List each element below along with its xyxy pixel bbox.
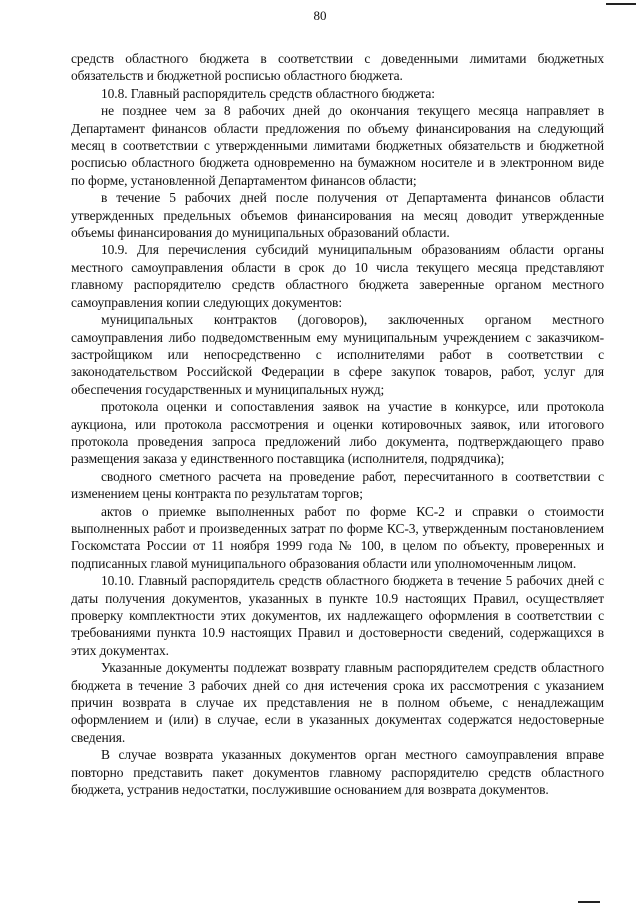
paragraph: актов о приемке выполненных работ по форме КС-2 и справки о стоимости выполненных работ и произведенных затрат по форме КС-3, утвержденным постановлением Госкомстата России от 11 ноября 1999 года № 100, в целом по объекту, проверенных и подписанных главой муниципального образования области или уполномоченным лицом. [71,503,604,571]
paragraph: В случае возврата указанных документов орган местного самоуправления вправе повторно представить пакет документов главному распорядителю средств областного бюджета, устранив недостатки, послужившие основанием для возврата документов. [71,747,604,798]
paragraph: муниципальных контрактов (договоров), заключенных органом местного самоуправления либо подведомственным ему муниципальным учреждением с заказчиком-застройщиком или непосредственно с исполнителями работ в соответствии с законодательством Российской Федерации в сфере закупок товаров, работ, услуг для обеспечения государственных и муниципальных нужд; [71,312,604,397]
paragraph: протокола оценки и сопоставления заявок на участие в конкурсе, или протокола аукциона, или протокола рассмотрения и оценки котировочных заявок, или итогового протокола проведения запроса предложений либо документа, подтверждающего право размещения заказа у единственного поставщика (исполнителя, подрядчика); [71,399,604,467]
paragraph: сводного сметного расчета на проведение работ, пересчитанного в соответствии с изменением цены контракта по результатам торгов; [71,468,604,502]
paragraph: средств областного бюджета в соответствии с доведенными лимитами бюджетных обязательств и бюджетной росписью областного бюджета. [71,51,604,84]
paragraph: Указанные документы подлежат возврату главным распорядителем средств областного бюджета в течение 3 рабочих дней со дня истечения срока их рассмотрения с указанием причин возврата в случае их представления не в полном объеме, с ненадлежащим оформлением и (или) в случае, если в указанных документах содержатся недостоверные сведения. [71,660,604,745]
paragraph: в течение 5 рабочих дней после получения от Департамента финансов области утвержденных предельных объемов финансирования на месяц доводит утвержденные объемы финансирования до муниципальных образований области. [71,190,604,241]
paragraph: не позднее чем за 8 рабочих дней до окончания текущего месяца направляет в Департамент финансов области предложения по объему финансирования на следующий месяц в соответствии с утвержденными лимитами бюджетных обязательств и бюджетной росписью областного бюджета одновременно на бумажном носителе и в электронном виде по форме, установленной Департаментом финансов области; [71,103,604,188]
page-number: 80 [313,8,327,23]
document-body [71,50,604,798]
paragraph: 10.9. Для перечисления субсидий муниципальным образованиям области органы местного самоуправления области в срок до 10 числа текущего месяца представляют главному распорядителю средств областного бюджета заверенные органом местного самоуправления копии следующих документов: [71,242,604,310]
scan-mark [578,901,600,903]
paragraph: 10.10. Главный распорядитель средств областного бюджета в течение 5 рабочих дней с даты получения документов, указанных в пункте 10.9 настоящих Правил, осуществляет проверку комплектности этих документов, их надлежащего оформления в соответствии с требованиями пункта 10.9 настоящих Правил и достоверности сведений, содержащихся в этих документах. [71,573,604,658]
paragraph: 10.8. Главный распорядитель средств областного бюджета: [101,85,435,101]
